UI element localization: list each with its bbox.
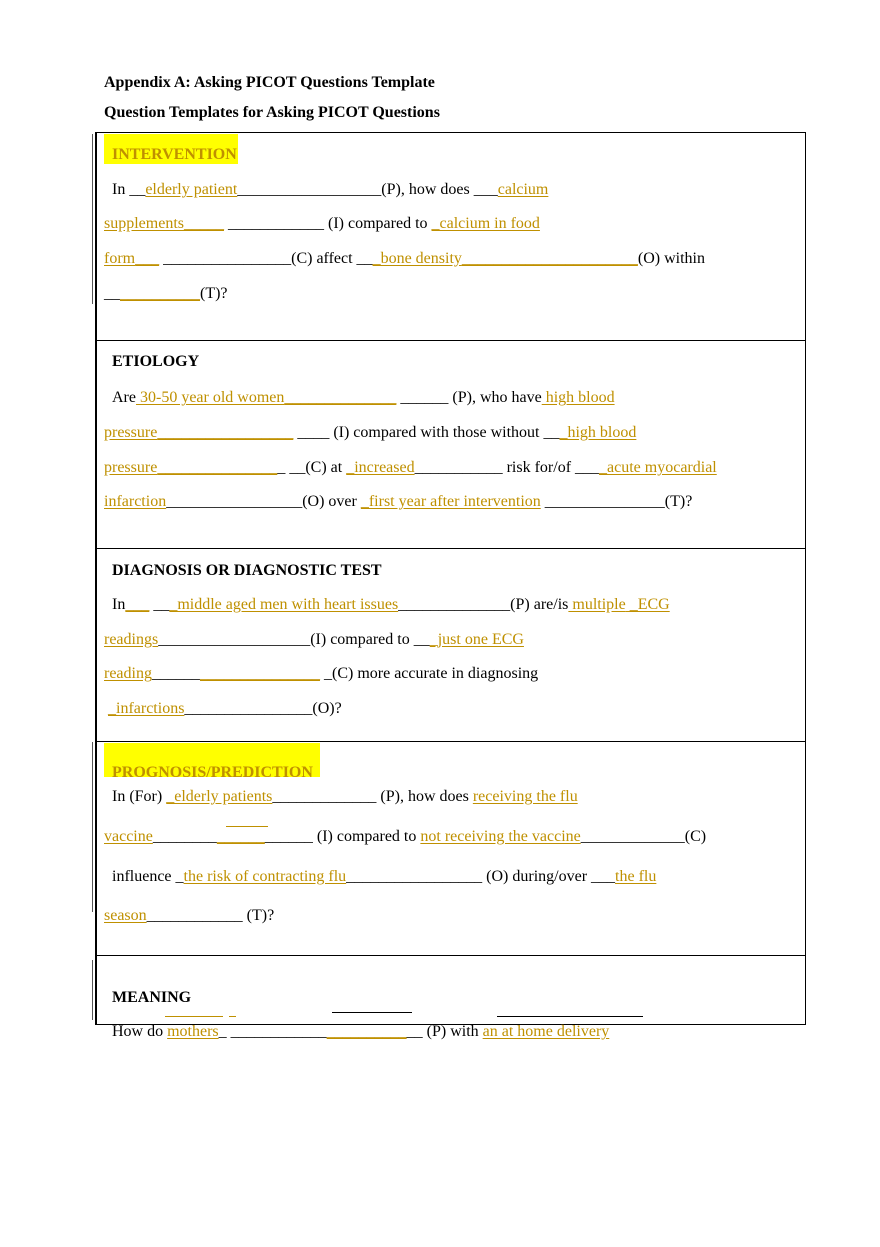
row-divider [95,955,806,956]
revision-bar [92,960,93,1020]
inserted-mark [229,1016,236,1017]
intervention-line-4: ____________(T)? [104,285,228,302]
row-divider [95,741,806,742]
row-divider [95,548,806,549]
revision-bar [92,742,93,912]
section-title-prognosis: PROGNOSIS/PREDICTION [112,764,313,781]
diagnosis-line-4: _infarctions________________(O)? [108,700,342,717]
diagnosis-line-2: readings___________________(I) compared to ___just one ECG [104,631,524,648]
prognosis-line-4: season____________ (T)? [104,907,275,924]
page-subtitle: Question Templates for Asking PICOT Questions [104,104,440,121]
meaning-line-1: How do mothers_ ________________________ (P) with an at home delivery [112,1023,610,1040]
inserted-mark [165,1016,223,1017]
inserted-mark [497,1016,643,1017]
intervention-line-3: form___ ________________(C) affect ___bone density______________________(O) within [104,250,705,267]
section-title-diagnosis: DIAGNOSIS OR DIAGNOSTIC TEST [112,562,382,579]
prognosis-line-3: influence _the risk of contracting flu_________________ (O) during/over ___the flu [112,868,657,885]
revision-bar [92,134,93,304]
etiology-line-4: infarction_________________(O) over _first year after intervention _______________(T)? [104,493,693,510]
etiology-line-2: pressure_________________ ____ (I) compared with those without ___high blood [104,424,637,441]
intervention-line-1: In __elderly patient__________________(P), how does ___calcium [112,181,549,198]
etiology-line-1: Are 30-50 year old women______________ ______ (P), who have high blood [112,389,615,406]
section-title-intervention: INTERVENTION [112,146,237,163]
page-title: Appendix A: Asking PICOT Questions Template [104,74,435,91]
intervention-line-2: supplements_____ ____________ (I) compared to _calcium in food [104,215,540,232]
row-divider [95,340,806,341]
prognosis-line-2: vaccine____________________ (I) compared to not receiving the vaccine_____________(C) [104,828,707,845]
inserted-mark [332,1012,412,1013]
diagnosis-line-3: reading_____________________ _(C) more accurate in diagnosing [104,665,539,682]
diagnosis-line-1: In___ ___middle aged men with heart issues______________(P) are/is multiple _ECG [112,596,670,613]
section-title-etiology: ETIOLOGY [112,353,200,370]
prognosis-line-1: In (For) _elderly patients_____________ (P), how does receiving the flu [112,788,578,805]
section-title-meaning: MEANING [112,989,192,1006]
etiology-line-3: pressure________________ __(C) at _increased___________ risk for/of ____acute myocardial [104,459,717,476]
